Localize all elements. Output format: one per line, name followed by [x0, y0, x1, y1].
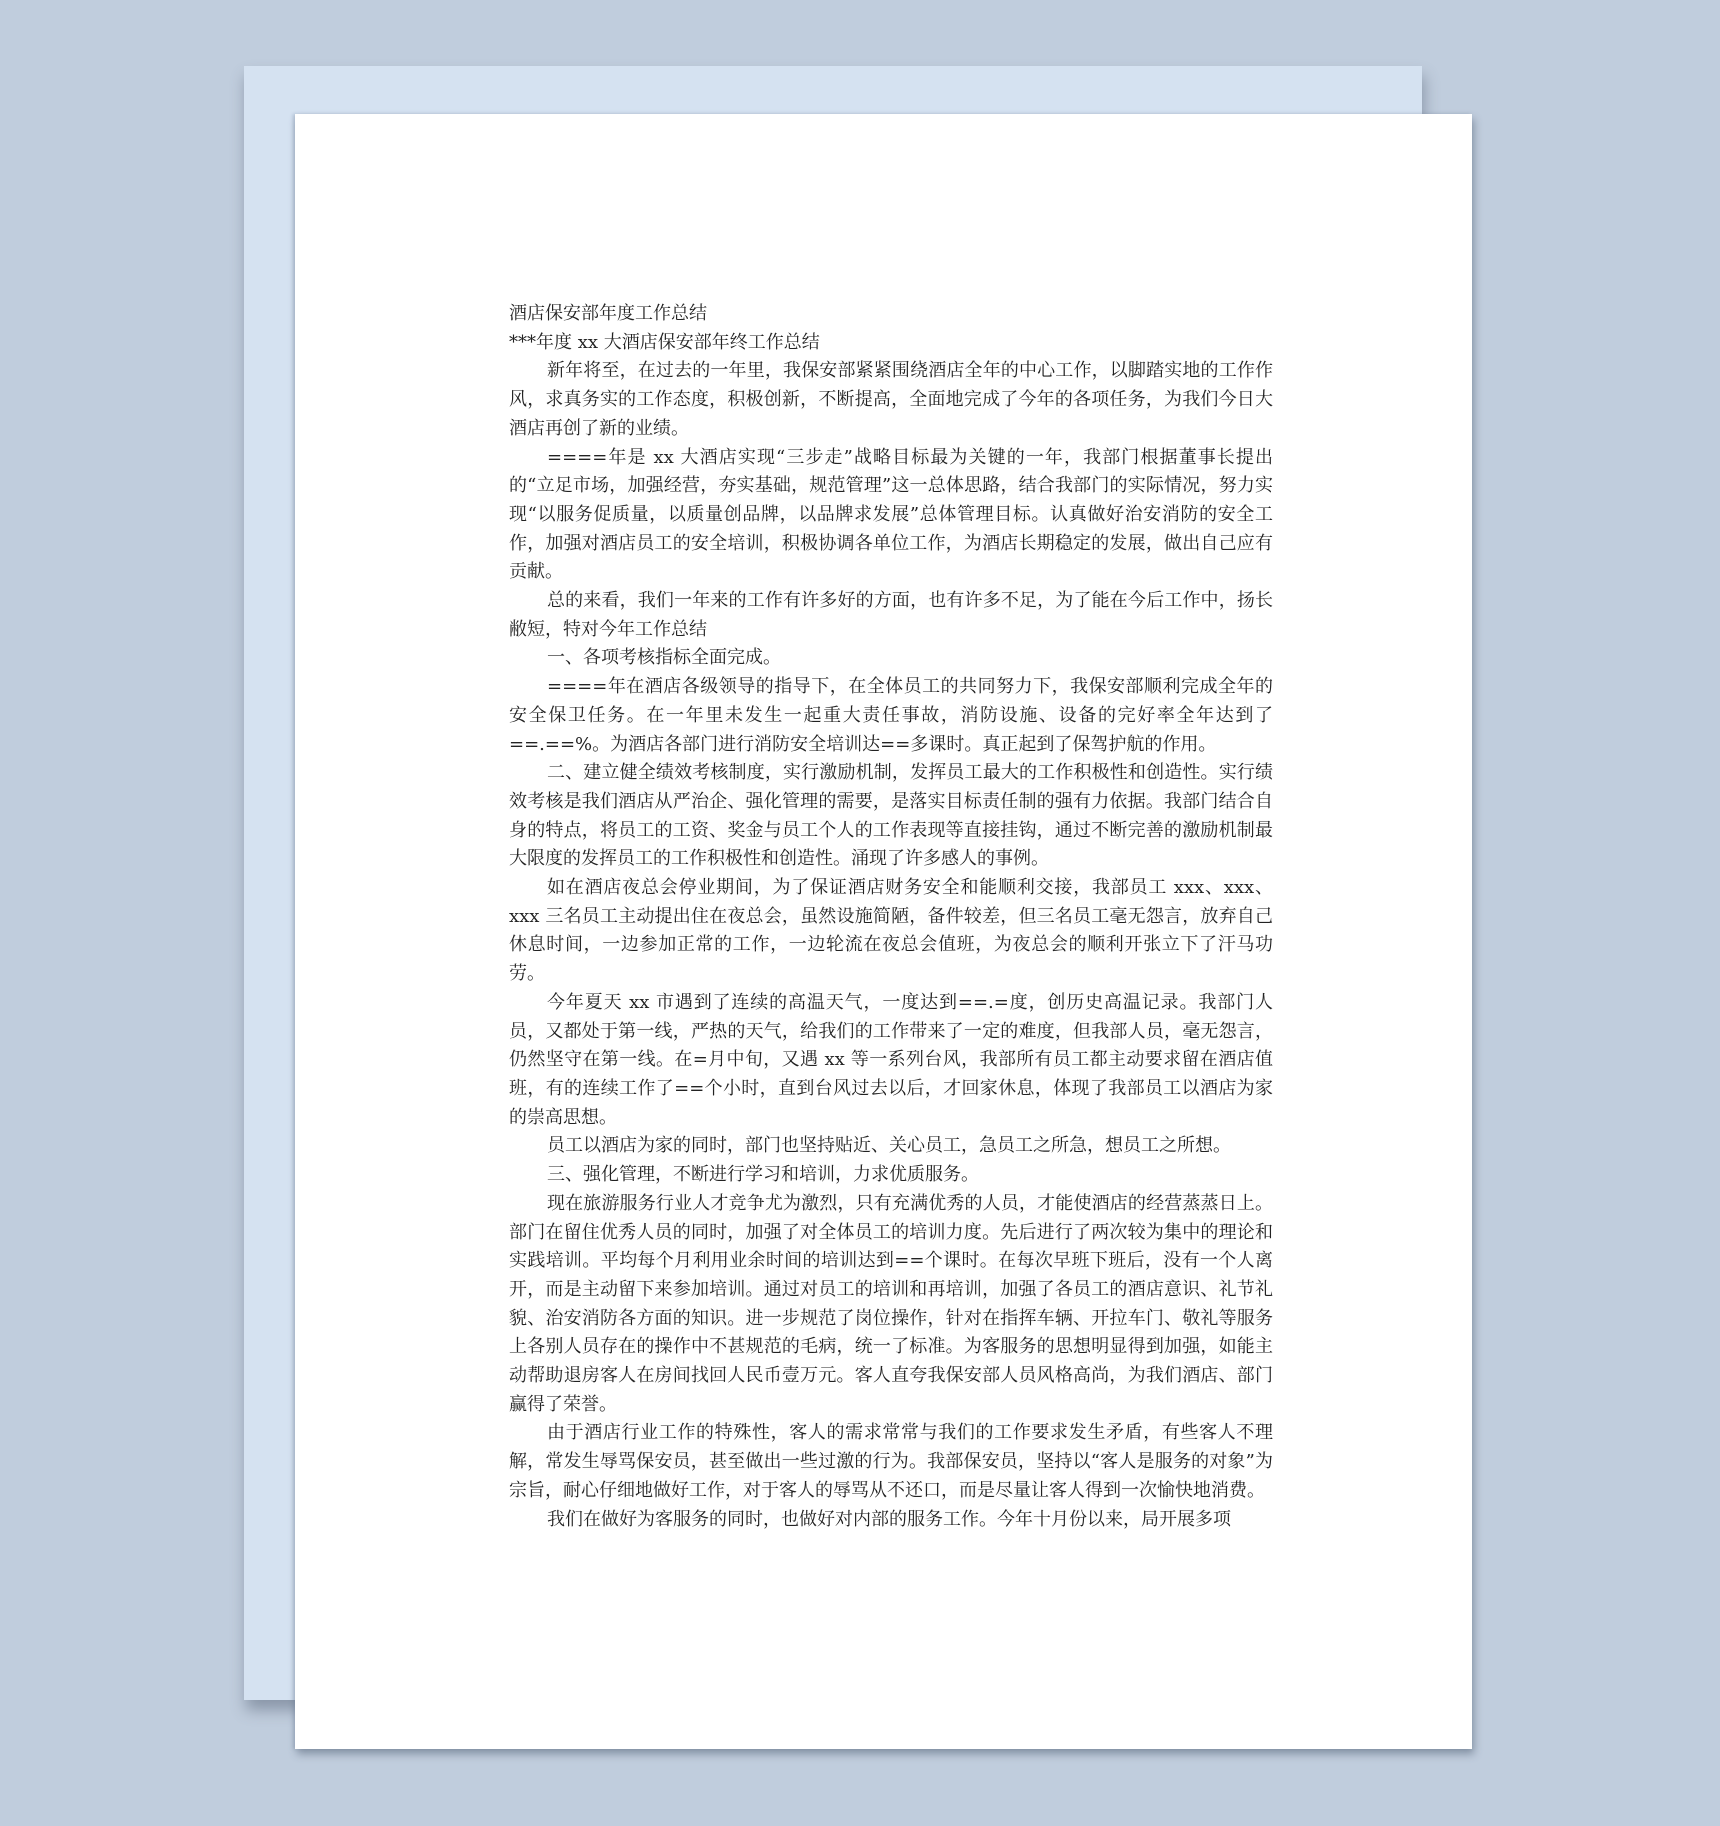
section-heading-paragraph: 二、建立健全绩效考核制度，实行激励机制，发挥员工最大的工作积极性和创造性。实行绩效考核是我们酒店从严治企、强化管理的需要，是落实目标责任制的强有力依据。我部门结合自身的特点，将员工的工资、奖金与员工个人的工作表现等直接挂钩，通过不断完善的激励机制最大限度的发挥员工的工作积极性和创造性。涌现了许多感人的事例。	[509, 762, 1273, 870]
paragraph: 我们在做好为客服务的同时，也做好对内部的服务工作。今年十月份以来，局开展多项	[547, 1508, 1231, 1530]
document-subtitle: ***年度 xx 大酒店保安部年终工作总结	[509, 331, 820, 353]
section-heading: 一、各项考核指标全面完成。	[547, 647, 781, 669]
paragraph: ====年在酒店各级领导的指导下，在全体员工的共同努力下，我保安部顺利完成全年的安全保卫任务。在一年里未发生一起重大责任事故，消防设施、设备的完好率全年达到了==.==%。为酒店各部门进行消防安全培训达==多课时。真正起到了保驾护航的作用。	[509, 676, 1273, 755]
paragraph: 由于酒店行业工作的特殊性，客人的需求常常与我们的工作要求发生矛盾，有些客人不理解，常发生辱骂保安员，甚至做出一些过激的行为。我部保安员，坚持以“客人是服务的对象”为宗旨，耐心仔细地做好工作，对于客人的辱骂从不还口，而是尽量让客人得到一次愉快地消费。	[509, 1422, 1273, 1501]
document-title: 酒店保安部年度工作总结	[509, 303, 707, 324]
paragraph: 今年夏天 xx 市遇到了连续的高温天气，一度达到==.=度，创历史高温记录。我部门人员，又都处于第一线，严热的天气，给我们的工作带来了一定的难度，但我部人员，毫无怨言，仍然坚守在第一线。在=月中旬，又遇 xx 等一系列台风，我部所有员工都主动要求留在酒店值班，有的连续工作了==个小时，直到台风过去以后，才回家休息，体现了我部员工以酒店为家的崇高思想。	[509, 991, 1273, 1128]
paragraph: ====年是 xx 大酒店实现“三步走”战略目标最为关键的一年，我部门根据董事长提出的“立足市场，加强经营，夯实基础，规范管理”这一总体思路，结合我部门的实际情况，努力实现“以服务促质量，以质量创品牌，以品牌求发展”总体管理目标。认真做好治安消防的安全工作，加强对酒店员工的安全培训，积极协调各单位工作，为酒店长期稳定的发展，做出自己应有贡献。	[509, 446, 1273, 583]
paragraph: 总的来看，我们一年来的工作有许多好的方面，也有许多不足，为了能在今后工作中，扬长敝短，特对今年工作总结	[509, 590, 1273, 640]
paragraph: 员工以酒店为家的同时，部门也坚持贴近、关心员工，急员工之所急，想员工之所想。	[547, 1135, 1231, 1157]
paragraph: 如在酒店夜总会停业期间，为了保证酒店财务安全和能顺利交接，我部员工 xxx、xxx、xxx 三名员工主动提出住在夜总会，虽然设施简陋，备件较差，但三名员工毫无怨言，放弃自己休息时间，一边参加正常的工作，一边轮流在夜总会值班，为夜总会的顺利开张立下了汗马功劳。	[509, 877, 1273, 985]
document-page	[295, 114, 1472, 1749]
section-heading: 三、强化管理，不断进行学习和培训，力求优质服务。	[547, 1164, 979, 1186]
paragraph: 新年将至，在过去的一年里，我保安部紧紧围绕酒店全年的中心工作，以脚踏实地的工作作风，求真务实的工作态度，积极创新，不断提高，全面地完成了今年的各项任务，为我们今日大酒店再创了新的业绩。	[509, 360, 1273, 439]
document-body	[509, 300, 1273, 1534]
paragraph: 现在旅游服务行业人才竞争尤为激烈，只有充满优秀的人员，才能使酒店的经营蒸蒸日上。部门在留住优秀人员的同时，加强了对全体员工的培训力度。先后进行了两次较为集中的理论和实践培训。平均每个月利用业余时间的培训达到==个课时。在每次早班下班后，没有一个人离开，而是主动留下来参加培训。通过对员工的培训和再培训，加强了各员工的酒店意识、礼节礼貌、治安消防各方面的知识。进一步规范了岗位操作，针对在指挥车辆、开拉车门、敬礼等服务上各别人员存在的操作中不甚规范的毛病，统一了标准。为客服务的思想明显得到加强，如能主动帮助退房客人在房间找回人民币壹万元。客人直夸我保安部人员风格高尚，为我们酒店、部门赢得了荣誉。	[509, 1192, 1273, 1415]
